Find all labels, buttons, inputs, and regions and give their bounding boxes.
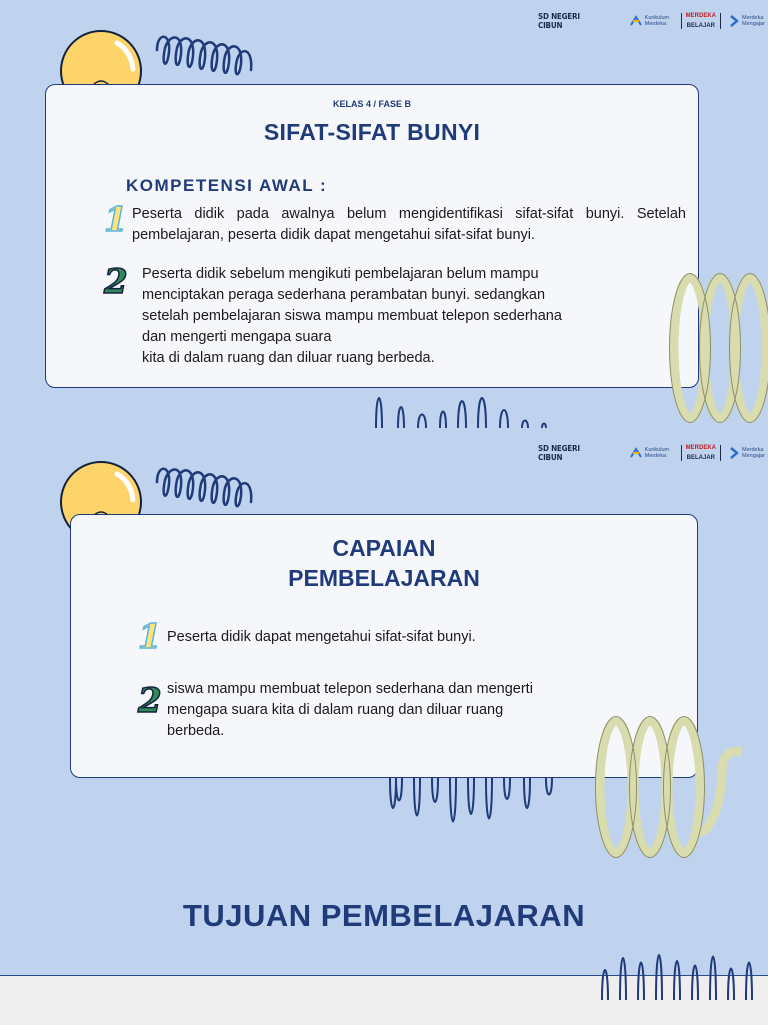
header-middle — [538, 444, 768, 462]
coil-decoration — [668, 268, 768, 438]
kompetensi-heading: KOMPETENSI AWAL : — [126, 176, 327, 196]
tujuan-title: TUJUAN PEMBELAJARAN — [0, 898, 768, 934]
kurikulum-icon — [630, 447, 642, 459]
capaian-title: CAPAIAN PEMBELAJARAN — [71, 533, 697, 593]
number-one-badge: 1 — [104, 200, 128, 240]
header-top — [538, 12, 768, 30]
squiggle-decoration — [153, 462, 263, 512]
wave-decoration — [372, 388, 552, 428]
kompetensi-item-2: Peserta didik sebelum mengikuti pembelajaran belum mampu menciptakan peraga sederhana perambatan bunyi. sedangkan setelah pembelajaran siswa mampu membuat telepon sederhana dan mengerti mengapa suara kita di dalam ruang dan diluar ruang berbeda. — [142, 264, 672, 369]
wave-decoration — [598, 940, 758, 1000]
school-name: SD NEGERI CIBUN — [538, 444, 604, 462]
merdeka-belajar-logo: MERDEKA BELAJAR — [681, 445, 721, 461]
wave-decoration — [386, 778, 566, 838]
number-two-badge: 2 — [138, 681, 162, 721]
number-two-badge: 2 — [104, 262, 128, 302]
merdeka-belajar-logo: MERDEKA BELAJAR — [681, 13, 721, 29]
kurikulum-merdeka-logo: Kurikulum Merdeka — [630, 15, 673, 27]
merdeka-mengajar-logo: Merdeka Mengajar — [729, 15, 768, 27]
squiggle-decoration — [153, 30, 263, 80]
kelas-label: KELAS 4 / FASE B — [46, 99, 698, 109]
kompetensi-item-1: Peserta didik pada awalnya belum mengidentifikasi sifat-sifat bunyi. Setelah pembelajaran, peserta didik dapat mengetahui sifat-sifat bunyi. — [132, 204, 686, 246]
merdeka-mengajar-logo: Merdeka Mengajar — [729, 447, 768, 459]
page-title: SIFAT-SIFAT BUNYI — [46, 119, 698, 146]
number-one-badge: 1 — [138, 617, 162, 657]
school-name: SD NEGERI CIBUN — [538, 12, 604, 30]
kurikulum-merdeka-logo: Kurikulum Merdeka — [630, 447, 673, 459]
capaian-item-1: Peserta didik dapat mengetahui sifat-sifat bunyi. — [167, 627, 607, 648]
kurikulum-icon — [630, 15, 642, 27]
capaian-item-2: siswa mampu membuat telepon sederhana dan mengerti mengapa suara kita di dalam ruang dan diluar ruang berbeda. — [167, 679, 627, 742]
merdeka-mengajar-icon — [729, 447, 739, 459]
merdeka-mengajar-icon — [729, 15, 739, 27]
